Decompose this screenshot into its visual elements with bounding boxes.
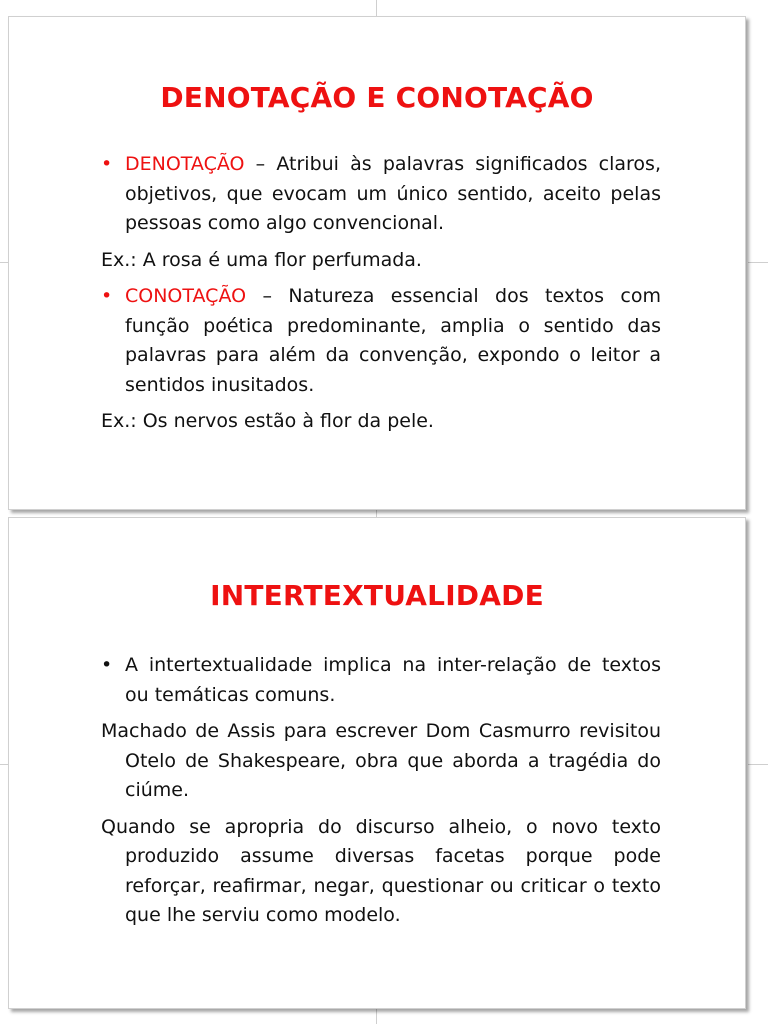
definition-denotacao: – Atribui às palavras significados claros, objetivos, que evocam um único sentido, aceito pelas pessoas como algo convencional. — [125, 153, 661, 234]
bullet-icon: • — [101, 153, 113, 175]
bullet-icon: • — [101, 654, 113, 676]
slide-intertextualidade — [8, 517, 746, 1009]
crop-mark-left-2 — [0, 764, 8, 765]
crop-mark-bottom — [376, 1009, 377, 1024]
term-denotacao: DENOTAÇÃO — [125, 153, 245, 175]
example-denotacao: Ex.: A rosa é uma flor perfumada. — [101, 248, 422, 271]
paragraph-machado-de-assis: Machado de Assis para escrever Dom Casmurro revisitou Otelo de Shakespeare, obra que aborda a tragédia do ciúme. — [101, 720, 661, 801]
crop-mark-top — [376, 0, 377, 16]
bullet-icon: • — [101, 285, 113, 307]
slide-title: INTERTEXTUALIDADE — [210, 579, 544, 612]
definition-conotacao: – Natureza essencial dos textos com função poética predominante, amplia o sentido das palavras para além da convenção, expondo o leitor a sentidos inusitados. — [125, 285, 661, 396]
slide-body — [101, 150, 661, 444]
bullet-item-intertextualidade — [101, 651, 661, 710]
example-conotacao: Ex.: Os nervos estão à flor da pele. — [101, 410, 434, 432]
slide-denotacao-conotacao — [8, 16, 746, 510]
slide-title: DENOTAÇÃO E CONOTAÇÃO — [160, 81, 594, 114]
definition-intertextualidade: A intertextualidade implica na inter-relação de textos ou temáticas comuns. — [125, 654, 661, 706]
slide-body — [101, 651, 661, 938]
crop-mark-left-1 — [0, 262, 8, 263]
bullet-item-conotacao — [101, 282, 661, 400]
term-conotacao: CONOTAÇÃO — [125, 285, 247, 307]
bullet-item-denotacao — [101, 150, 661, 239]
paragraph-discurso-alheio: Quando se apropria do discurso alheio, o novo texto produzido assume diversas facetas porque pode reforçar, reafirmar, negar, questionar ou criticar o texto que lhe serviu como modelo. — [101, 815, 661, 926]
crop-mark-right-2 — [748, 764, 768, 765]
crop-mark-right-1 — [748, 262, 768, 263]
